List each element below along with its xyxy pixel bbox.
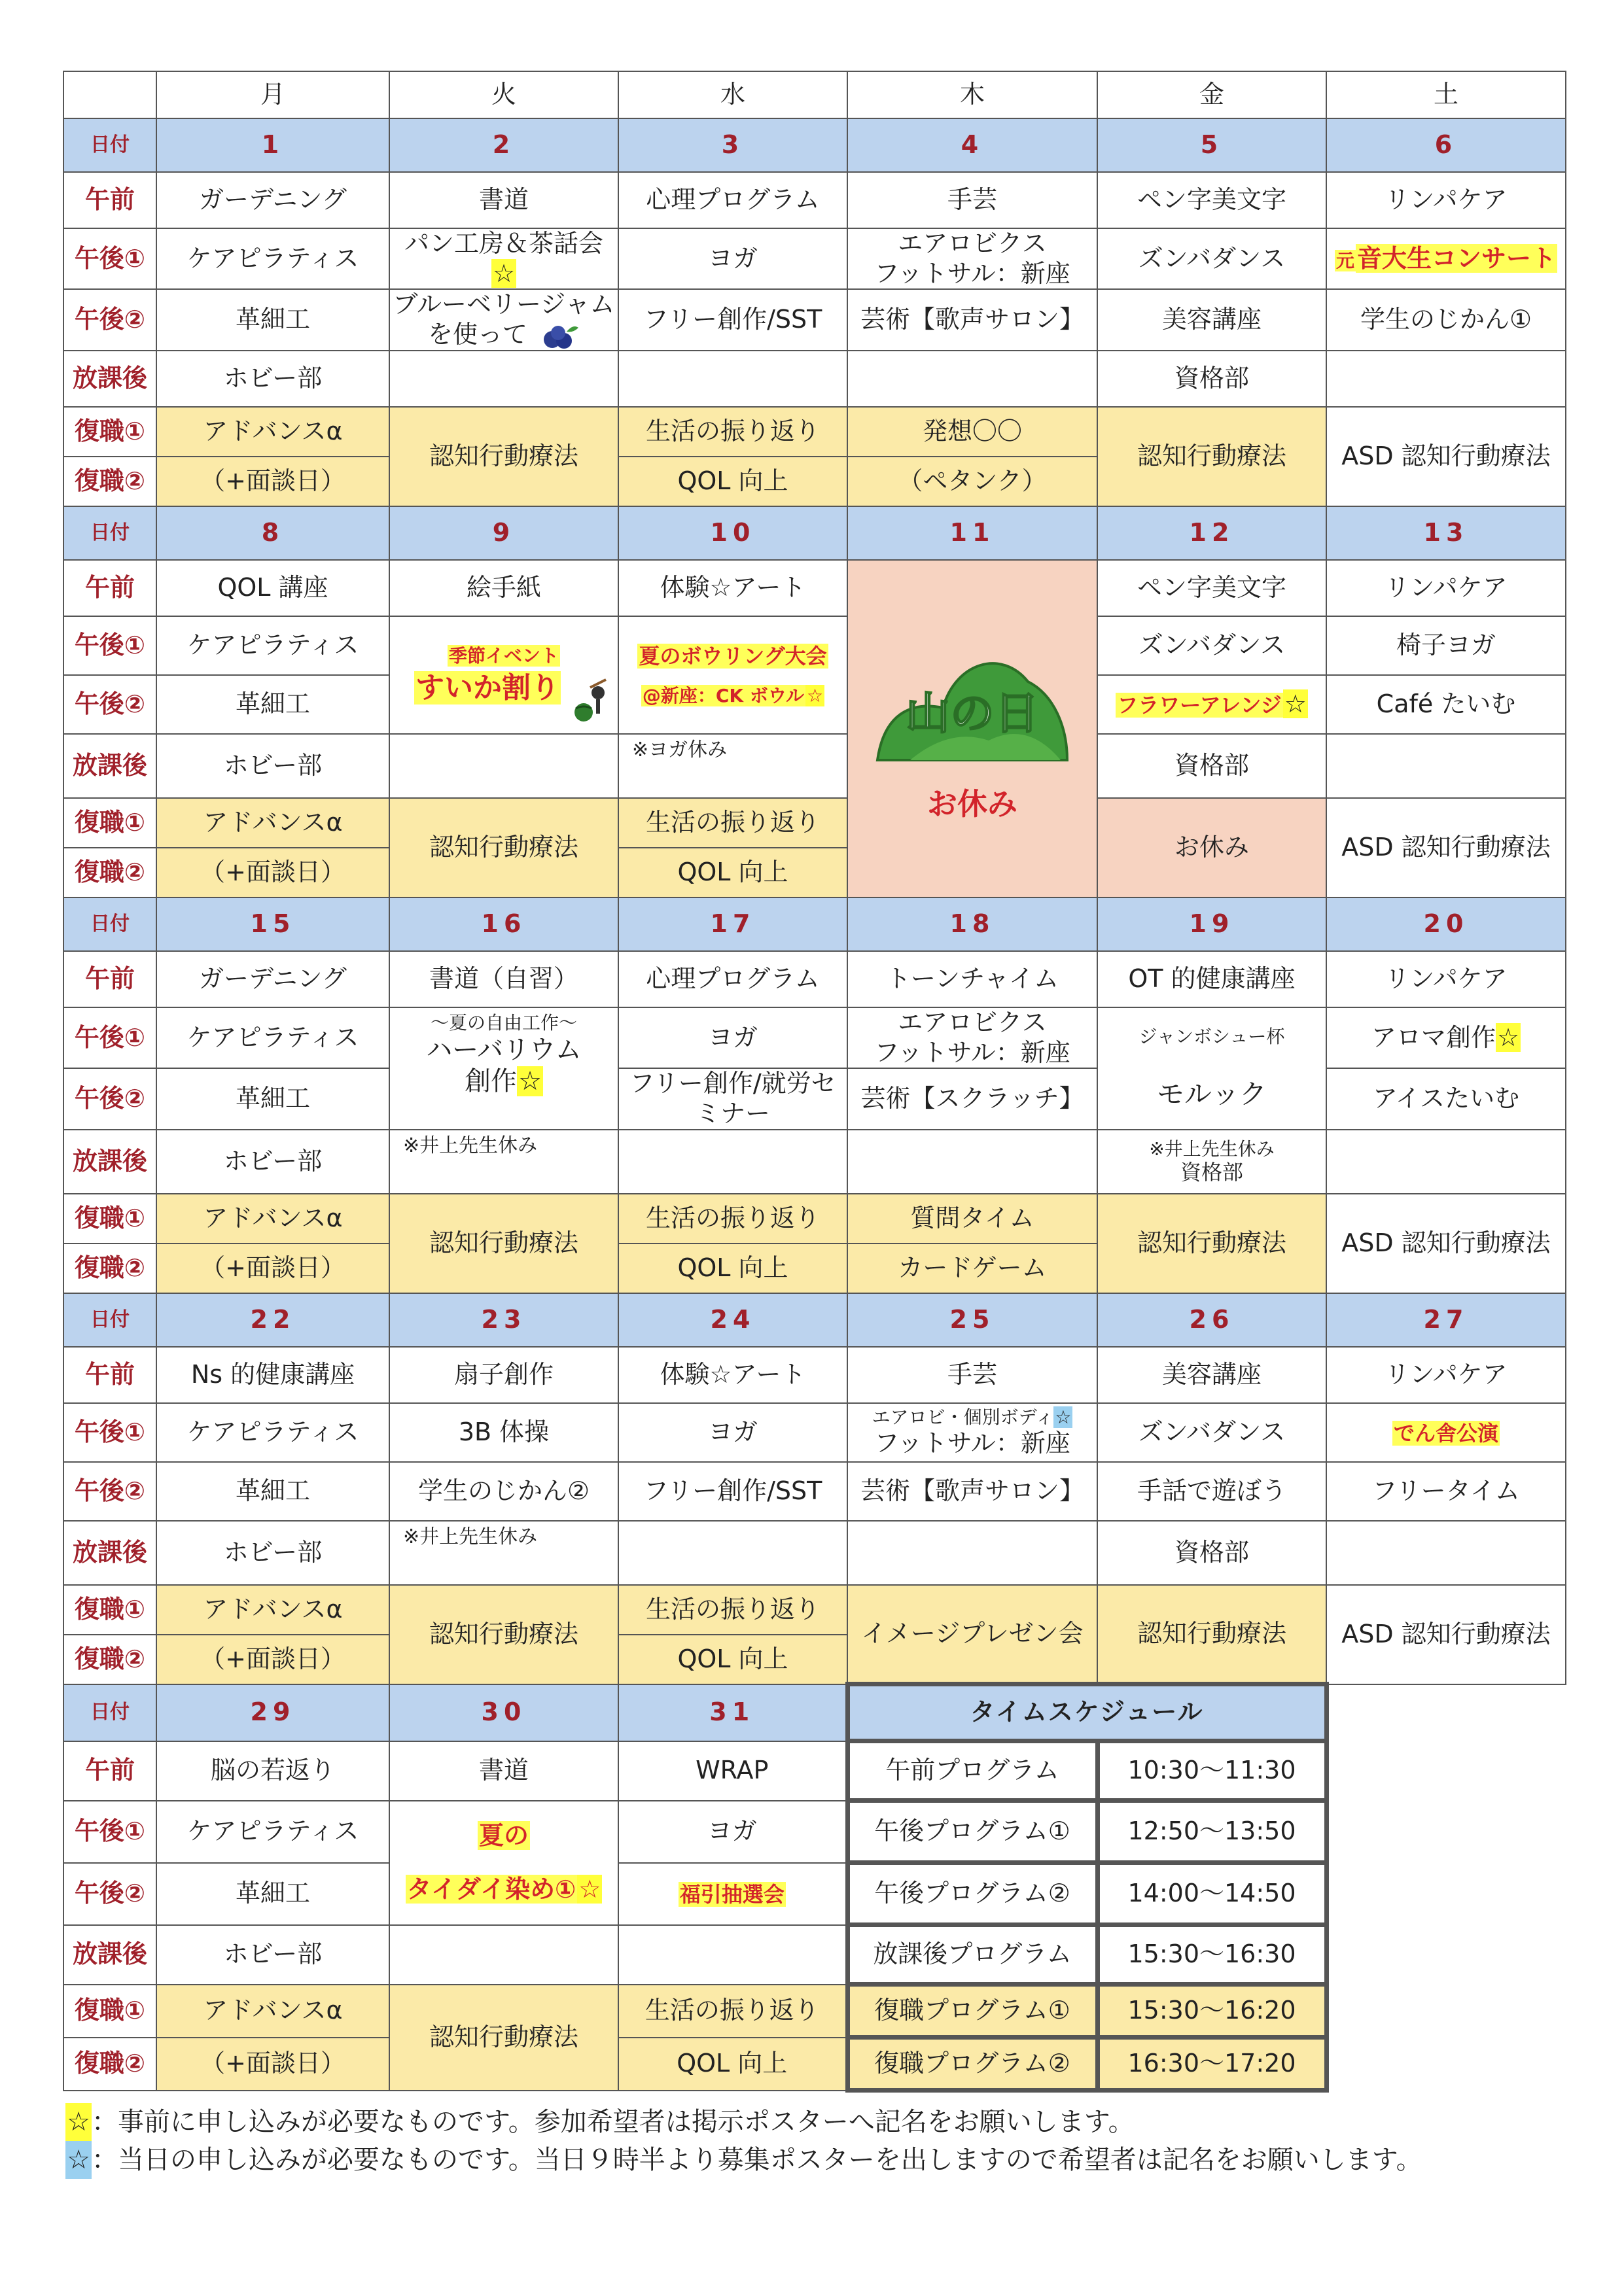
program-line: フットサル：新座 — [874, 258, 1070, 288]
timeschedule-name: 復職プログラム① — [847, 1985, 1097, 2038]
program-cell: （+面談日） — [156, 848, 389, 897]
date-label: 日付 — [63, 1684, 156, 1741]
date-cell: 10 — [618, 506, 847, 560]
program-cell: 書道 — [389, 1741, 618, 1801]
program-cell: QOL 向上 — [618, 457, 847, 506]
event-text: すいか割り — [415, 670, 559, 704]
empty-cell — [847, 1521, 1097, 1585]
timeschedule-title: タイムスケジュール — [847, 1684, 1326, 1741]
program-cell: ASD 認知行動療法 — [1326, 407, 1566, 506]
pm2-label: 午後② — [63, 289, 156, 351]
program-cell: フリー創作/就労セミナー — [618, 1068, 847, 1129]
program-cell: ズンバダンス — [1097, 616, 1326, 675]
program-cell: アイスたいむ — [1326, 1068, 1566, 1129]
pm2-label: 午後② — [63, 1068, 156, 1129]
timeschedule-time: 12:50～13:50 — [1097, 1801, 1326, 1863]
program-cell: 認知行動療法 — [389, 1585, 618, 1684]
program-cell: ヨガ — [618, 1403, 847, 1462]
date-cell: 26 — [1097, 1293, 1326, 1347]
date-cell: 19 — [1097, 897, 1326, 951]
timeschedule-time: 15:30～16:30 — [1097, 1925, 1326, 1985]
event-text: 音大生コンサート — [1357, 243, 1557, 273]
program-line: フットサル：新座 — [874, 1037, 1070, 1067]
program-cell — [1097, 1130, 1326, 1194]
weekday-mon: 月 — [156, 71, 389, 118]
program-line: ジャンボシュー杯 — [1139, 1026, 1285, 1048]
date-cell: 29 — [156, 1684, 389, 1741]
timeschedule-time: 14:00～14:50 — [1097, 1863, 1326, 1925]
star-icon: ☆ — [518, 1066, 542, 1096]
program-cell — [1326, 1007, 1566, 1068]
program-cell: ズンバダンス — [1097, 1403, 1326, 1462]
timeschedule-name: 放課後プログラム — [847, 1925, 1097, 1985]
empty-cell — [389, 734, 618, 798]
star-blue-icon: ☆ — [65, 2141, 92, 2179]
date-label: 日付 — [63, 506, 156, 560]
program-cell: 芸術【スクラッチ】 — [847, 1068, 1097, 1129]
empty-cell — [389, 1925, 618, 1985]
date-label: 日付 — [63, 897, 156, 951]
am-label: 午前 — [63, 1741, 156, 1801]
program-cell: 生活の振り返り — [618, 1194, 847, 1244]
fk1-label: 復職① — [63, 1194, 156, 1244]
weekday-thu: 木 — [847, 71, 1097, 118]
program-cell: 革細工 — [156, 1863, 389, 1925]
date-cell: 5 — [1097, 118, 1326, 172]
program-cell: カードゲーム — [847, 1244, 1097, 1293]
program-line: ブルーベリージャム — [393, 290, 615, 319]
star-blue-icon: ☆ — [1055, 1406, 1072, 1429]
date-cell: 17 — [618, 897, 847, 951]
star-icon: ☆ — [1284, 689, 1307, 719]
program-cell — [847, 1007, 1097, 1068]
program-cell: 心理プログラム — [618, 172, 847, 228]
program-cell: 生活の振り返り — [618, 407, 847, 457]
program-cell: Café たいむ — [1326, 675, 1566, 734]
program-line: 資格部 — [1180, 1160, 1243, 1185]
program-cell: 認知行動療法 — [389, 798, 618, 897]
program-cell: 資格部 — [1097, 734, 1326, 798]
fk1-label: 復職① — [63, 798, 156, 848]
program-cell: （+面談日） — [156, 1635, 389, 1684]
star-icon: ☆ — [578, 1874, 601, 1904]
program-cell: フリー創作/SST — [618, 1462, 847, 1521]
program-cell: ヨガ — [618, 1801, 847, 1863]
pm2-label: 午後② — [63, 1863, 156, 1925]
pm1-label: 午後① — [63, 228, 156, 289]
empty-cell — [1326, 351, 1566, 407]
pm1-label: 午後① — [63, 1007, 156, 1068]
event-text: パン工房＆茶話会 — [404, 229, 603, 258]
program-cell: （ペタンク） — [847, 457, 1097, 506]
fk1-label: 復職① — [63, 1985, 156, 2038]
fk2-label: 復職② — [63, 1244, 156, 1293]
program-cell — [1326, 1403, 1566, 1462]
event-text: 福引抽選会 — [679, 1882, 785, 1907]
program-line: モルック — [1156, 1078, 1267, 1111]
program-cell: 生活の振り返り — [618, 1985, 847, 2038]
program-cell: （+面談日） — [156, 1244, 389, 1293]
program-cell: リンパケア — [1326, 1347, 1566, 1403]
corner-cell — [63, 71, 156, 118]
program-line: を使って — [427, 319, 527, 349]
program-cell: ペン字美文字 — [1097, 560, 1326, 616]
program-cell: 3B 体操 — [389, 1403, 618, 1462]
date-cell: 4 — [847, 118, 1097, 172]
event-place: @新座：CK ボウル — [642, 684, 805, 706]
date-cell: 25 — [847, 1293, 1097, 1347]
program-cell: 芸術【歌声サロン】 — [847, 289, 1097, 351]
legend — [65, 2103, 1422, 2179]
program-cell: リンパケア — [1326, 951, 1566, 1007]
program-cell: 認知行動療法 — [1097, 407, 1326, 506]
program-cell: リンパケア — [1326, 560, 1566, 616]
program-cell: 革細工 — [156, 1462, 389, 1521]
program-cell: アドバンスα — [156, 1985, 389, 2038]
program-cell: 扇子創作 — [389, 1347, 618, 1403]
empty-cell — [1326, 734, 1566, 798]
prefix-text: 元 — [1335, 249, 1354, 271]
program-cell: ホビー部 — [156, 351, 389, 407]
legend-text: ：事前に申し込みが必要なものです。参加希望者は掲示ポスターへ記名をお願いします。 — [92, 2107, 1135, 2137]
program-cell: フリー創作/SST — [618, 289, 847, 351]
empty-cell — [1326, 1130, 1566, 1194]
fk1-label: 復職① — [63, 1585, 156, 1635]
program-text: アロマ創作 — [1371, 1023, 1496, 1052]
date-cell: 13 — [1326, 506, 1566, 560]
am-label: 午前 — [63, 1347, 156, 1403]
program-cell: トーンチャイム — [847, 951, 1097, 1007]
program-cell: 質問タイム — [847, 1194, 1097, 1244]
event-cell — [389, 1801, 618, 1925]
program-cell: 体験☆アート — [618, 560, 847, 616]
pm1-label: 午後① — [63, 1801, 156, 1863]
timeschedule-name: 午後プログラム② — [847, 1863, 1097, 1925]
weekday-sat: 土 — [1326, 71, 1566, 118]
timeschedule-name: 復職プログラム② — [847, 2038, 1097, 2091]
legend-item — [65, 2141, 1422, 2179]
star-icon: ☆ — [807, 684, 824, 706]
star-icon: ☆ — [492, 258, 516, 288]
blueberry-icon — [540, 321, 580, 350]
timeschedule-name: 午前プログラム — [847, 1741, 1097, 1801]
program-cell: 芸術【歌声サロン】 — [847, 1462, 1097, 1521]
program-cell: アドバンスα — [156, 1585, 389, 1635]
timeschedule-time: 16:30～17:20 — [1097, 2038, 1326, 2091]
program-cell: ASD 認知行動療法 — [1326, 1194, 1566, 1293]
program-line: エアロビクス — [898, 1008, 1047, 1037]
program-cell: ケアピラティス — [156, 228, 389, 289]
date-label: 日付 — [63, 118, 156, 172]
empty-cell — [1326, 1521, 1566, 1585]
program-line: 創作 — [465, 1066, 518, 1096]
program-cell: 体験☆アート — [618, 1347, 847, 1403]
program-cell: ASD 認知行動療法 — [1326, 1585, 1566, 1684]
program-cell: ヨガ — [618, 228, 847, 289]
holiday-cell — [847, 560, 1097, 897]
date-cell: 11 — [847, 506, 1097, 560]
program-cell: ケアピラティス — [156, 1403, 389, 1462]
date-cell: 30 — [389, 1684, 618, 1741]
legend-text: ：当日の申し込みが必要なものです。当日９時半より募集ポスターを出しますので希望者は記名をお願いします。 — [92, 2145, 1422, 2175]
program-cell: 革細工 — [156, 289, 389, 351]
program-cell: 絵手紙 — [389, 560, 618, 616]
program-line-wrap — [393, 1066, 615, 1097]
star-icon: ☆ — [1496, 1023, 1520, 1052]
blank-area — [1326, 1684, 1566, 2091]
event-label: 季節イベント — [448, 645, 559, 667]
date-cell: 3 — [618, 118, 847, 172]
am-label: 午前 — [63, 951, 156, 1007]
empty-cell — [618, 1925, 847, 1985]
pm1-label: 午後① — [63, 616, 156, 675]
program-cell: 革細工 — [156, 1068, 389, 1129]
after-label: 放課後 — [63, 734, 156, 798]
date-cell: 23 — [389, 1293, 618, 1347]
program-cell: Ns 的健康講座 — [156, 1347, 389, 1403]
star-icon: ☆ — [65, 2103, 92, 2141]
pm2-label: 午後② — [63, 1462, 156, 1521]
program-cell: リンパケア — [1326, 172, 1566, 228]
program-cell: 発想〇〇 — [847, 407, 1097, 457]
date-cell: 20 — [1326, 897, 1566, 951]
program-cell — [389, 289, 618, 351]
program-cell: ホビー部 — [156, 734, 389, 798]
weekday-fri: 金 — [1097, 71, 1326, 118]
program-cell: 認知行動療法 — [1097, 1194, 1326, 1293]
note-text: ※井上先生休み — [1149, 1138, 1275, 1160]
program-cell: 学生のじかん① — [1326, 289, 1566, 351]
program-cell — [389, 1007, 618, 1129]
am-label: 午前 — [63, 560, 156, 616]
program-cell: 認知行動療法 — [389, 407, 618, 506]
program-cell: ケアピラティス — [156, 616, 389, 675]
program-line: ～夏の自由工作～ — [430, 1012, 577, 1034]
timeschedule-time: 15:30～16:20 — [1097, 1985, 1326, 2038]
date-cell: 27 — [1326, 1293, 1566, 1347]
program-cell: 学生のじかん② — [389, 1462, 618, 1521]
event-text: 夏の — [478, 1821, 529, 1851]
program-cell: 脳の若返り — [156, 1741, 389, 1801]
am-label: 午前 — [63, 172, 156, 228]
weekday-tue: 火 — [389, 71, 618, 118]
program-cell: QOL 向上 — [618, 1244, 847, 1293]
program-cell: 認知行動療法 — [389, 1985, 618, 2091]
program-cell — [847, 228, 1097, 289]
empty-cell — [618, 351, 847, 407]
date-cell: 31 — [618, 1684, 847, 1741]
program-cell: 心理プログラム — [618, 951, 847, 1007]
program-cell: 手話で遊ぼう — [1097, 1462, 1326, 1521]
holiday-off-text: お休み — [927, 786, 1017, 822]
program-cell: 手芸 — [847, 172, 1097, 228]
program-line: フットサル：新座 — [874, 1428, 1070, 1457]
date-cell: 8 — [156, 506, 389, 560]
program-cell: QOL 向上 — [618, 2038, 847, 2091]
program-cell — [847, 1403, 1097, 1462]
note-cell: ※井上先生休み — [389, 1521, 618, 1585]
program-cell: ASD 認知行動療法 — [1326, 798, 1566, 897]
date-cell: 15 — [156, 897, 389, 951]
program-line: エアロビ・個別ボディ — [872, 1406, 1054, 1429]
event-text: 夏のボウリング大会 — [639, 644, 827, 669]
program-cell: アドバンスα — [156, 1194, 389, 1244]
program-cell: 手芸 — [847, 1347, 1097, 1403]
program-cell — [389, 228, 618, 289]
date-cell: 2 — [389, 118, 618, 172]
program-cell: QOL 向上 — [618, 1635, 847, 1684]
program-cell: 生活の振り返り — [618, 1585, 847, 1635]
event-cell — [618, 616, 847, 734]
fk2-label: 復職② — [63, 1635, 156, 1684]
date-cell: 24 — [618, 1293, 847, 1347]
program-cell: 美容講座 — [1097, 289, 1326, 351]
program-cell: 革細工 — [156, 675, 389, 734]
empty-cell — [847, 1130, 1097, 1194]
program-cell: ケアピラティス — [156, 1007, 389, 1068]
event-text: タイダイ染め① — [406, 1874, 576, 1904]
date-cell: 1 — [156, 118, 389, 172]
date-cell: 9 — [389, 506, 618, 560]
watermelon-icon — [565, 674, 611, 727]
program-cell: QOL 講座 — [156, 560, 389, 616]
program-cell: ヨガ — [618, 1007, 847, 1068]
program-cell — [1326, 228, 1566, 289]
program-cell: ホビー部 — [156, 1521, 389, 1585]
fk1-label: 復職① — [63, 407, 156, 457]
fk2-label: 復職② — [63, 457, 156, 506]
pm2-label: 午後② — [63, 675, 156, 734]
weekday-wed: 水 — [618, 71, 847, 118]
program-cell: 書道 — [389, 172, 618, 228]
program-cell: ガーデニング — [156, 172, 389, 228]
date-cell: 18 — [847, 897, 1097, 951]
program-cell: ホビー部 — [156, 1130, 389, 1194]
note-cell: ※ヨガ休み — [618, 734, 847, 798]
timeschedule-time: 10:30～11:30 — [1097, 1741, 1326, 1801]
program-cell: フリータイム — [1326, 1462, 1566, 1521]
fk2-label: 復職② — [63, 848, 156, 897]
program-cell: ガーデニング — [156, 951, 389, 1007]
after-label: 放課後 — [63, 1130, 156, 1194]
note-cell: ※井上先生休み — [389, 1130, 618, 1194]
empty-cell — [618, 1521, 847, 1585]
program-line-wrap — [393, 320, 615, 351]
program-cell: ズンバダンス — [1097, 228, 1326, 289]
empty-cell — [389, 351, 618, 407]
program-cell: ペン字美文字 — [1097, 172, 1326, 228]
program-cell: WRAP — [618, 1741, 847, 1801]
program-cell: アドバンスα — [156, 407, 389, 457]
mountain-icon — [871, 636, 1074, 767]
program-cell: 資格部 — [1097, 1521, 1326, 1585]
date-cell: 6 — [1326, 118, 1566, 172]
program-line: ハーバリウム — [426, 1034, 582, 1065]
monthly-schedule — [63, 71, 1566, 2093]
program-cell: 認知行動療法 — [1097, 1585, 1326, 1684]
date-cell: 16 — [389, 897, 618, 951]
program-cell: アドバンスα — [156, 798, 389, 848]
program-line: エアロビクス — [898, 229, 1047, 258]
event-cell — [389, 616, 618, 734]
timeschedule-name: 午後プログラム① — [847, 1801, 1097, 1863]
legend-item — [65, 2103, 1422, 2141]
program-cell: 資格部 — [1097, 351, 1326, 407]
program-cell: QOL 向上 — [618, 848, 847, 897]
program-cell — [1097, 1007, 1326, 1129]
program-cell: イメージプレゼン会 — [847, 1585, 1097, 1684]
program-cell: 美容講座 — [1097, 1347, 1326, 1403]
event-text: フラワーアレンジ — [1117, 693, 1282, 718]
empty-cell — [618, 1130, 847, 1194]
program-cell — [1097, 675, 1326, 734]
program-cell: （+面談日） — [156, 457, 389, 506]
program-cell: お休み — [1097, 798, 1326, 897]
after-label: 放課後 — [63, 1521, 156, 1585]
schedule-table — [63, 71, 1566, 2093]
empty-cell — [847, 351, 1097, 407]
event-cell — [618, 1863, 847, 1925]
date-cell: 12 — [1097, 506, 1326, 560]
program-cell: ホビー部 — [156, 1925, 389, 1985]
program-line-wrap — [851, 1406, 1094, 1429]
program-cell: 認知行動療法 — [389, 1194, 618, 1293]
date-cell: 22 — [156, 1293, 389, 1347]
pm1-label: 午後① — [63, 1403, 156, 1462]
holiday-name: 山の日 — [905, 687, 1040, 740]
program-cell: ケアピラティス — [156, 1801, 389, 1863]
after-label: 放課後 — [63, 1925, 156, 1985]
program-cell: 書道（自習） — [389, 951, 618, 1007]
program-cell: 生活の振り返り — [618, 798, 847, 848]
event-text: でん舎公演 — [1393, 1420, 1498, 1446]
date-label: 日付 — [63, 1293, 156, 1347]
after-label: 放課後 — [63, 351, 156, 407]
program-cell: （+面談日） — [156, 2038, 389, 2091]
fk2-label: 復職② — [63, 2038, 156, 2091]
program-cell: OT 的健康講座 — [1097, 951, 1326, 1007]
program-cell: 椅子ヨガ — [1326, 616, 1566, 675]
